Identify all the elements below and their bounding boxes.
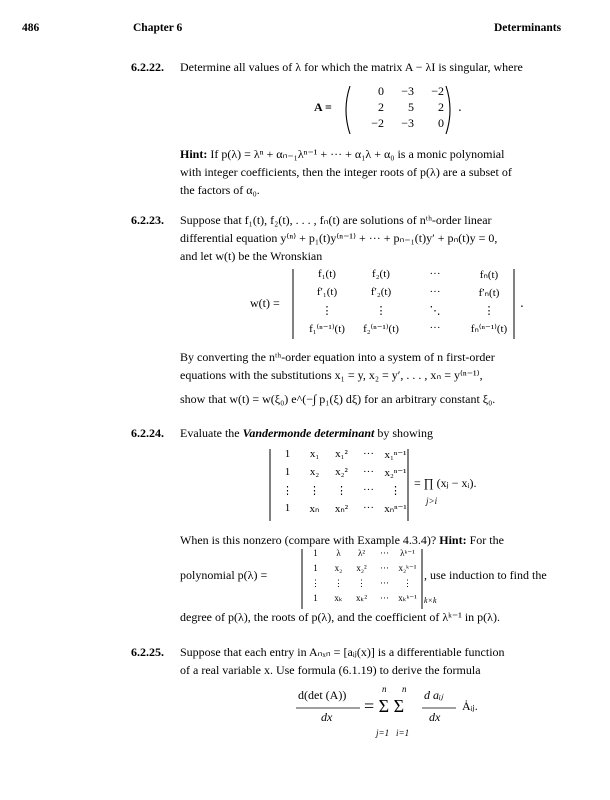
hint-text-line: If p(λ) = λⁿ + αₙ₋₁λⁿ⁻¹ + ··· + α₁λ + α₀ is a monic polynomial [210, 147, 505, 161]
matrix-cell: ··· [363, 502, 374, 514]
matrix-cell: −3 [401, 84, 414, 98]
matrix-cell: ··· [429, 268, 441, 280]
matrix-cell: ⋮ [334, 578, 343, 588]
exercise-text-line: differential equation y⁽ⁿ⁾ + p₁(t)y⁽ⁿ⁻¹⁾ + ··· + pₙ₋₁(t)y′ + pₙ(t)y = 0, [180, 231, 498, 245]
matrix-cell: xₖ² [355, 593, 368, 603]
matrix-cell: ⋮ [357, 578, 366, 588]
exercise-text-line: Determine all values of λ for which the matrix A − λI is singular, where [180, 60, 523, 74]
matrix-cell: ··· [429, 322, 441, 334]
matrix-cell: 1 [284, 502, 291, 514]
matrix-cell: f₁⁽ⁿ⁻¹⁾(t) [309, 323, 345, 335]
vandermonde-display [266, 448, 526, 522]
formula-double-sum: = Σ Σ [364, 696, 405, 716]
matrix-cell: ⋮ [375, 305, 387, 317]
matrix-cell: ⋱ [429, 305, 441, 317]
matrix-cell: 5 [408, 100, 414, 114]
matrix-a-display: A = 0 −3 −2 2 5 2 −2 −3 0 . [314, 84, 464, 136]
matrix-cell: ⋮ [483, 305, 495, 317]
matrix-cell: ⋮ [336, 485, 347, 497]
exercise-text-line: and let w(t) be the Wronskian [180, 249, 323, 263]
matrix-cell: 1 [284, 448, 291, 460]
matrix-cell: 1 [284, 466, 291, 478]
matrix-cell: x₂² [356, 563, 367, 573]
matrix-cell: fₙ(t) [479, 269, 499, 281]
wronskian-display: w(t) = f₁(t) f₂(t) ··· fₙ(t) f′₁(t) f′₂(t) ··· f′ₙ(t) ⋮ ⋮ ⋱ ⋮ f₁⁽ⁿ⁻¹⁾(t) f₂⁽ⁿ⁻¹⁾(t) ··· fₙ⁽ⁿ⁻¹⁾(t) . [250, 268, 530, 340]
formula-lhs-denominator: dx [321, 710, 333, 724]
product-rhs: = ∏ (xⱼ − xᵢ). [414, 476, 477, 490]
exercise-text: by showing [377, 426, 433, 440]
matrix-cell: ⋮ [390, 485, 401, 497]
vandermonde-term: Vandermonde determinant [242, 426, 375, 440]
hint-text-line: the factors of α₀. [180, 183, 260, 197]
matrix-cell: f′₂(t) [370, 286, 392, 298]
wronskian-label: w(t) = [250, 296, 280, 310]
exercise-text-line: show that w(t) = w(ξ₀) e^(−∫ p₁(ξ) dξ) for an arbitrary constant ξ₀. [180, 392, 496, 406]
exercise-number: 6.2.24. [131, 426, 164, 440]
polynomial-display [180, 548, 590, 610]
section-title: Determinants [494, 22, 562, 34]
matrix-cell: ··· [363, 448, 374, 460]
formula-sum-bottom-j: j=1 [376, 728, 390, 738]
hint-text-line: with integer coefficients, then the integer roots of p(λ) are a subset of [180, 165, 512, 179]
exercise-number: 6.2.22. [131, 60, 164, 74]
polynomial-size: k×k [424, 596, 437, 605]
matrix-cell: −3 [401, 116, 414, 130]
exercise-text-line: Suppose that f₁(t), f₂(t), . . . , fₙ(t) are solutions of nᵗʰ-order linear [180, 213, 492, 227]
matrix-cell: xₙ² [334, 503, 349, 515]
matrix-cell: f′₁(t) [316, 286, 338, 298]
matrix-cell: xₖᵏ⁻¹ [398, 593, 417, 603]
matrix-cell: −2 [431, 84, 444, 98]
matrix-cell: −2 [371, 116, 384, 130]
matrix-cell: ··· [380, 548, 389, 558]
matrix-cell: λ² [357, 548, 366, 558]
derivative-formula [296, 684, 516, 746]
formula-sum-bottom-i: i=1 [396, 728, 410, 738]
product-subscript: j>i [426, 496, 438, 506]
matrix-cell: 0 [378, 84, 384, 98]
matrix-cell: ⋮ [403, 578, 412, 588]
matrix-cell: ··· [429, 286, 441, 298]
matrix-cell: xₙⁿ⁻¹ [384, 503, 407, 515]
matrix-cell: 1 [313, 563, 318, 573]
matrix-cell: x₁ [309, 448, 320, 460]
formula-rhs-tail: Ȧᵢⱼ. [462, 699, 478, 713]
polynomial-tail: , use induction to find the [424, 568, 547, 582]
matrix-cell: 2 [378, 100, 384, 114]
exercise-text-line: Suppose that each entry in Aₙₓₙ = [aᵢⱼ(x)] is a differentiable function [180, 645, 505, 659]
matrix-cell: ··· [380, 563, 389, 573]
exercise-number: 6.2.23. [131, 213, 164, 227]
matrix-cell: ··· [380, 593, 389, 603]
matrix-cell: ⋮ [321, 305, 333, 317]
exercise-text-line: of a real variable x. Use formula (6.1.19) to derive the formula [180, 663, 481, 677]
matrix-a-label: A = [314, 100, 332, 114]
hint-label: Hint: [439, 533, 467, 547]
matrix-cell: ··· [363, 466, 374, 478]
matrix-cell: x₂ⁿ⁻¹ [384, 467, 407, 479]
matrix-cell: ⋮ [309, 485, 320, 497]
page-number: 486 [22, 22, 40, 34]
matrix-cell: λᵏ⁻¹ [400, 548, 415, 558]
matrix-cell: ··· [363, 484, 374, 496]
exercise-text-line: By converting the nᵗʰ-order equation into a system of n first-order [180, 350, 495, 364]
exercise-text: Evaluate the [180, 426, 240, 440]
polynomial-label: polynomial p(λ) = [180, 568, 268, 582]
matrix-cell: f₁(t) [318, 268, 336, 280]
matrix-cell: 2 [438, 100, 444, 114]
matrix-cell: x₂ᵏ⁻¹ [398, 563, 417, 573]
matrix-cell: 0 [438, 116, 444, 130]
formula-sum-top-j: n [382, 684, 387, 694]
matrix-cell: 1 [313, 593, 318, 603]
chapter-title: Chapter 6 [133, 22, 183, 34]
matrix-cell: f₂⁽ⁿ⁻¹⁾(t) [363, 323, 399, 335]
matrix-cell: x₁ⁿ⁻¹ [384, 449, 407, 461]
matrix-cell: λ [336, 548, 341, 558]
matrix-cell: x₂ [309, 466, 320, 478]
exercise-text: For the [469, 533, 504, 547]
matrix-cell: xₖ [334, 593, 343, 603]
exercise-number: 6.2.25. [131, 645, 164, 659]
formula-lhs-numerator: d(det (A)) [298, 688, 347, 702]
matrix-cell: ··· [380, 578, 389, 588]
exercise-text: When is this nonzero (compare with Example 4.3.4)? [180, 533, 437, 547]
matrix-cell: fₙ⁽ⁿ⁻¹⁾(t) [470, 323, 508, 335]
exercise-text-line: equations with the substitutions x₁ = y, x₂ = y′, . . . , xₙ = y⁽ⁿ⁻¹⁾, [180, 368, 483, 382]
matrix-cell: f′ₙ(t) [478, 287, 500, 299]
matrix-cell: 1 [313, 548, 318, 558]
formula-sum-top-i: n [402, 684, 407, 694]
matrix-cell: f₂(t) [372, 268, 390, 280]
hint-label: Hint: [180, 147, 208, 161]
matrix-cell: ⋮ [311, 578, 320, 588]
matrix-cell: x₂ [334, 563, 343, 573]
exercise-text-line: degree of p(λ), the roots of p(λ), and the coefficient of λᵏ⁻¹ in p(λ). [180, 610, 500, 624]
matrix-cell: x₂² [335, 466, 348, 478]
matrix-cell: ⋮ [282, 485, 293, 497]
formula-rhs-numerator: d aᵢⱼ [424, 688, 443, 702]
matrix-cell: x₁² [335, 448, 348, 460]
formula-rhs-denominator: dx [429, 710, 441, 724]
matrix-cell: xₙ [309, 503, 320, 515]
